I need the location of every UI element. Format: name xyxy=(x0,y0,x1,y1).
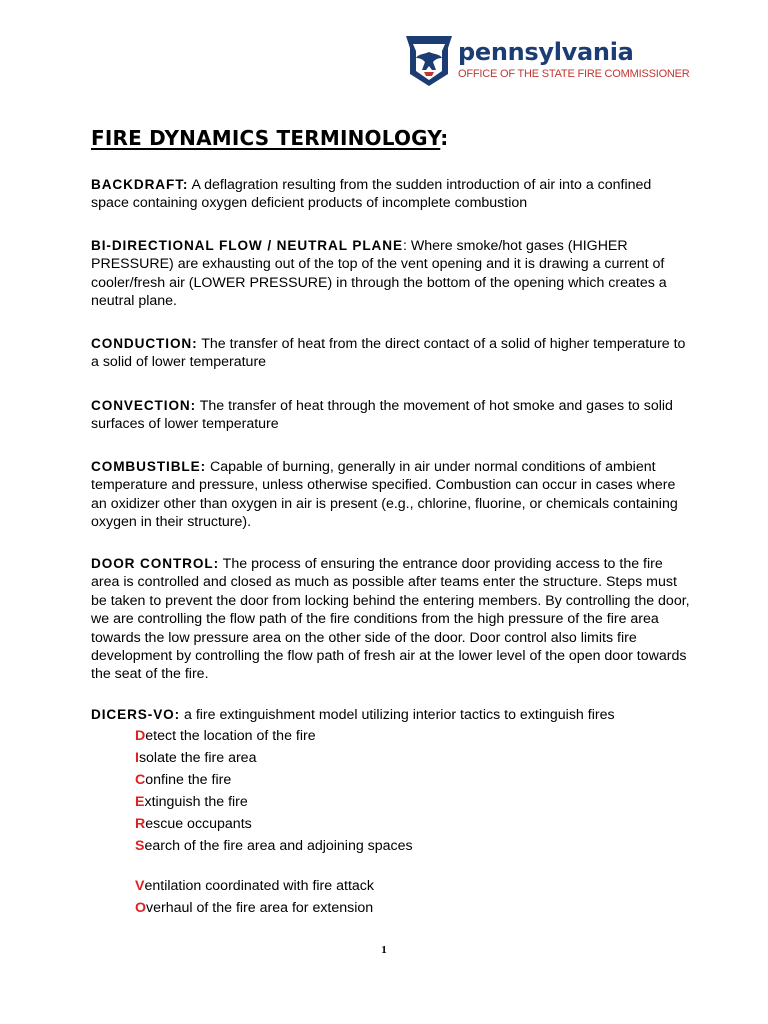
list-item xyxy=(135,725,695,747)
pennsylvania-keystone-eagle-icon xyxy=(404,34,454,88)
list-item xyxy=(135,769,695,791)
term-definition: The transfer of heat from the direct contact of a solid of higher temperature to a solid of lower temperature xyxy=(91,336,686,371)
list-item xyxy=(135,747,695,769)
title-colon: : xyxy=(440,126,449,150)
page-number: 1 xyxy=(381,944,387,956)
entry-door-control xyxy=(91,555,691,684)
entry-combustible xyxy=(91,458,691,532)
office-name: OFFICE OF THE STATE FIRE COMMISSIONER xyxy=(458,68,690,80)
list-initial: C xyxy=(135,772,146,788)
list-text: entilation coordinated with fire attack xyxy=(144,878,374,894)
term-label: DOOR CONTROL: xyxy=(91,556,219,571)
list-text: xtinguish the fire xyxy=(144,794,248,810)
term-label: BACKDRAFT: xyxy=(91,177,189,192)
list-item xyxy=(135,875,695,897)
entry-conduction xyxy=(91,335,691,372)
entry-dicers-vo xyxy=(91,706,691,724)
term-label: COMBUSTIBLE: xyxy=(91,459,207,474)
term-label: CONVECTION: xyxy=(91,398,197,413)
list-text: earch of the fire area and adjoining spaces xyxy=(144,838,413,854)
term-definition: The process of ensuring the entrance door providing access to the fire area is controlled and closed as much as possible after teams enter the structure. Steps must be taken to prevent the door from locking behind the entering members. By controlling the door, we are controlling the flow path of the fire conditions from the high pressure of the fire area towards the low pressure area on the other side of the door. Door control also limits fire development by controlling the flow path of fresh air at the lower level of the open door towards the seat of the fire. xyxy=(91,556,690,683)
list-text: etect the location of the fire xyxy=(145,728,316,744)
list-initial: V xyxy=(135,878,145,894)
list-initial: O xyxy=(135,900,147,916)
list-initial: E xyxy=(135,794,145,810)
list-item xyxy=(135,791,695,813)
brand-name: pennsylvania xyxy=(458,38,634,66)
list-item xyxy=(135,813,695,835)
term-label: DICERS-VO: xyxy=(91,707,181,722)
entry-convection xyxy=(91,397,691,434)
list-initial: D xyxy=(135,728,146,744)
term-label: BI-DIRECTIONAL FLOW / NEUTRAL PLANE xyxy=(91,238,403,253)
list-item xyxy=(135,835,695,857)
list-item xyxy=(135,897,695,919)
list-text: escue occupants xyxy=(145,816,252,832)
entry-backdraft xyxy=(91,176,691,213)
term-definition: Capable of burning, generally in air under normal conditions of ambient temperature and pressure, unless otherwise specified. Combustion can occur in cases where an oxidizer other than oxygen in air is present (e.g., chlorine, fluorine, or chemicals containing oxygen in their structure). xyxy=(91,459,678,531)
list-text: onfine the fire xyxy=(145,772,232,788)
entry-bidirectional-flow xyxy=(91,237,691,311)
page-title xyxy=(91,126,448,150)
list-text: solate the fire area xyxy=(138,750,257,766)
title-text: FIRE DYNAMICS TERMINOLOGY xyxy=(91,126,441,150)
list-initial: R xyxy=(135,816,146,832)
term-definition: The transfer of heat through the movement of hot smoke and gases to solid surfaces of lower temperature xyxy=(91,398,673,433)
list-initial: I xyxy=(135,750,139,766)
term-definition: A deflagration resulting from the sudden introduction of air into a confined space containing oxygen deficient products of incomplete combustion xyxy=(91,177,652,212)
vo-list xyxy=(135,875,695,919)
list-text: verhaul of the fire area for extension xyxy=(146,900,374,916)
term-label: CONDUCTION: xyxy=(91,336,198,351)
header xyxy=(404,34,704,88)
dicers-list xyxy=(135,725,695,857)
list-initial: S xyxy=(135,838,145,854)
term-definition: a fire extinguishment model utilizing interior tactics to extinguish fires xyxy=(180,707,615,723)
term-definition: : Where smoke/hot gases (HIGHER PRESSURE) are exhausting out of the top of the vent opening and it is drawing a current of cooler/fresh air (LOWER PRESSURE) in through the bottom of the opening which creates a neutral plane. xyxy=(91,238,667,310)
